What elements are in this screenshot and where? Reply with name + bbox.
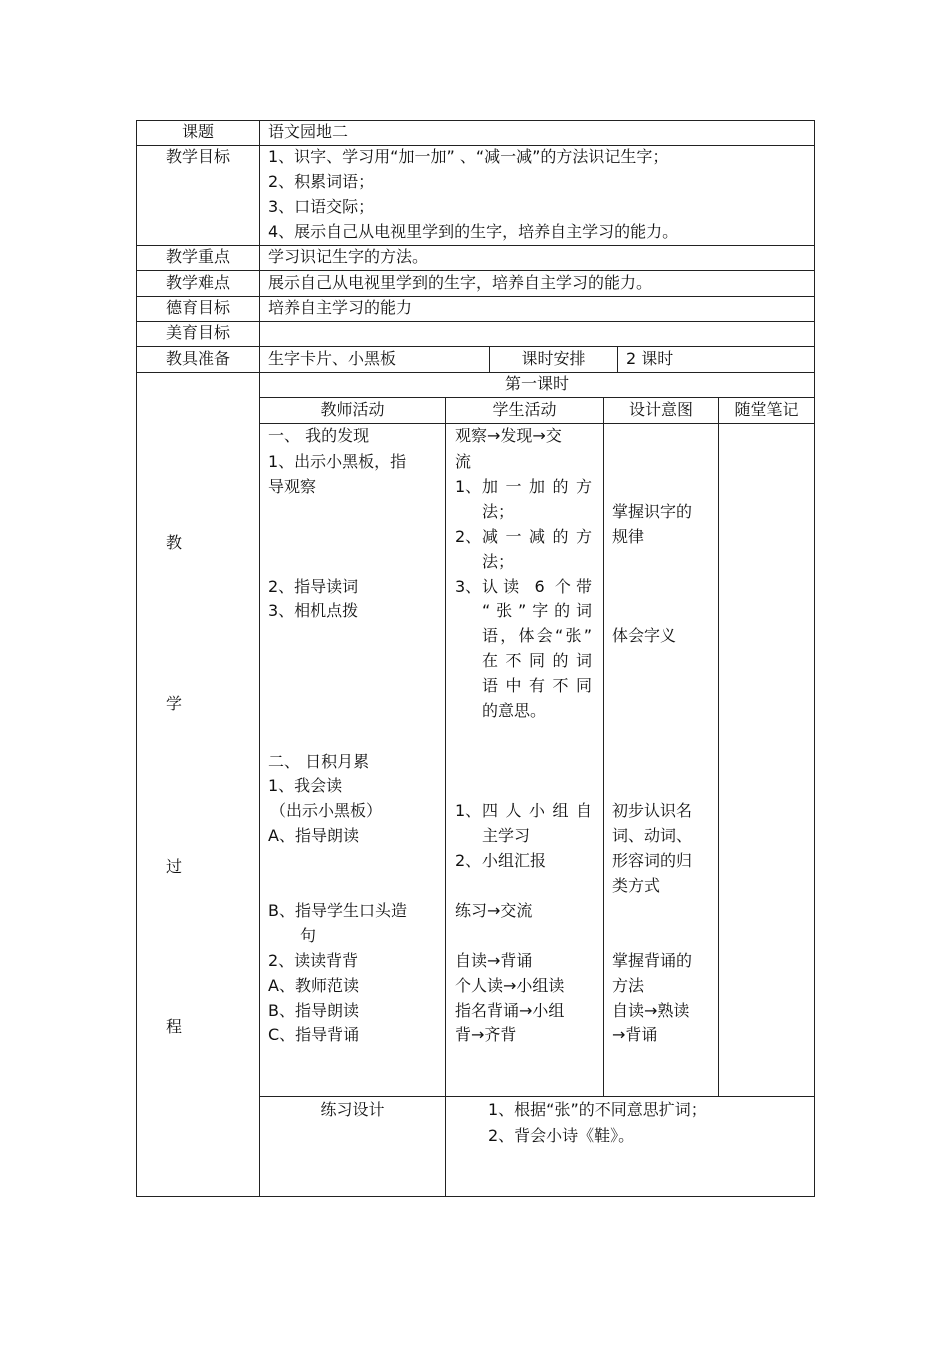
- moral-label: 德育目标: [165, 298, 230, 317]
- student-line: “张”字的词: [482, 601, 592, 620]
- student-line: 减一减的方: [482, 527, 592, 546]
- student-line: 认读 6 个带: [482, 577, 592, 596]
- teacher-line: 1、出示小黑板，指: [268, 452, 407, 471]
- teacher-line: A、指导朗读: [268, 826, 359, 845]
- goal-line: 1、识字、学习用“加一加” 、“减一减”的方法识记生字；: [268, 147, 669, 166]
- process-side-char: 教: [165, 533, 182, 552]
- student-line: 练习→交流: [455, 901, 533, 920]
- column-header-teacher: 教师活动: [320, 400, 385, 419]
- goal-line: 3、口语交际；: [268, 197, 375, 216]
- intent-line: 方法: [612, 976, 645, 995]
- tools-value: 生字卡片、小黑板: [268, 349, 397, 368]
- intent-line: 掌握识字的: [612, 502, 693, 521]
- student-line: 观察→发现→交: [455, 426, 562, 445]
- rule: [259, 120, 260, 1197]
- intent-line: 形容词的归: [612, 851, 693, 870]
- teacher-line: 1、我会读: [268, 776, 343, 795]
- teacher-line: 导观察: [268, 477, 317, 496]
- process-side-char: 学: [165, 694, 182, 713]
- student-line: 在不同的词: [482, 651, 592, 670]
- intent-line: 词、动词、: [612, 826, 693, 845]
- teacher-line: 句: [300, 926, 317, 945]
- rule: [603, 397, 604, 1097]
- topic-value: 语文园地二: [268, 122, 349, 141]
- student-line: 流: [455, 452, 472, 471]
- student-line: 主学习: [482, 826, 531, 845]
- intent-line: 类方式: [612, 876, 661, 895]
- student-line: 语，体会“张”: [482, 626, 592, 645]
- column-header-student: 学生活动: [492, 400, 557, 419]
- moral-value: 培养自主学习的能力: [268, 298, 413, 317]
- student-line: 四人小组自: [482, 801, 592, 820]
- student-line: 背→齐背: [455, 1025, 517, 1044]
- exercise-item: 2、背会小诗《鞋》。: [488, 1126, 635, 1145]
- schedule-value: 2 课时: [626, 349, 674, 368]
- teacher-line: B、指导朗读: [268, 1001, 359, 1020]
- rule: [259, 1096, 815, 1097]
- student-line: 1、: [455, 477, 482, 496]
- teacher-line: 3、相机点拨: [268, 601, 359, 620]
- student-line: 的意思。: [482, 701, 547, 720]
- aesthetic-label: 美育目标: [165, 323, 230, 342]
- teacher-line: 一、 我的发现: [268, 426, 370, 445]
- intent-line: 规律: [612, 527, 645, 546]
- student-line: 个人读→小组读: [455, 976, 565, 995]
- teacher-line: C、指导背诵: [268, 1025, 360, 1044]
- goal-line: 4、展示自己从电视里学到的生字，培养自主学习的能力。: [268, 222, 679, 241]
- tools-label: 教具准备: [165, 349, 230, 368]
- student-line: 自读→背诵: [455, 951, 533, 970]
- process-side-char: 过: [165, 857, 182, 876]
- schedule-label: 课时安排: [521, 349, 586, 368]
- intent-line: 体会字义: [612, 626, 677, 645]
- rule: [445, 397, 446, 1197]
- student-line: 指名背诵→小组: [455, 1001, 565, 1020]
- intent-line: 掌握背诵的: [612, 951, 693, 970]
- lesson-title: 第一课时: [504, 374, 569, 393]
- rule: [814, 120, 815, 1197]
- key-value: 学习识记生字的方法。: [268, 247, 429, 266]
- column-header-intent: 设计意图: [628, 400, 693, 419]
- exercise-item: 1、根据“张”的不同意思扩词；: [488, 1100, 707, 1119]
- intent-line: 初步认识名: [612, 801, 693, 820]
- rule: [718, 397, 719, 1097]
- student-line: 2、: [455, 527, 482, 546]
- student-line: 加一加的方: [482, 477, 592, 496]
- teacher-line: （出示小黑板）: [270, 801, 383, 820]
- teacher-line: 2、指导读词: [268, 577, 359, 596]
- goal-line: 2、积累词语；: [268, 172, 375, 191]
- student-line: 法；: [482, 502, 515, 521]
- student-line: 语中有不同: [482, 676, 592, 695]
- student-line: 2、: [455, 851, 482, 870]
- intent-line: →背诵: [612, 1025, 658, 1044]
- teacher-line: 二、 日积月累: [268, 752, 370, 771]
- exercise-label: 练习设计: [320, 1100, 385, 1119]
- key-label: 教学重点: [165, 247, 230, 266]
- rule: [136, 1196, 815, 1197]
- teacher-line: B、指导学生口头造: [268, 901, 407, 920]
- process-side-char: 程: [165, 1017, 182, 1036]
- rule: [617, 346, 618, 372]
- difficulty-label: 教学难点: [165, 273, 230, 292]
- goals-label: 教学目标: [165, 147, 230, 166]
- difficulty-value: 展示自己从电视里学到的生字，培养自主学习的能力。: [268, 273, 653, 292]
- column-header-notes: 随堂笔记: [734, 400, 799, 419]
- student-line: 法；: [482, 552, 515, 571]
- teacher-line: A、教师范读: [268, 976, 359, 995]
- student-line: 1、: [455, 801, 482, 820]
- student-line: 3、: [455, 577, 482, 596]
- teacher-line: 2、读读背背: [268, 951, 359, 970]
- student-line: 小组汇报: [482, 851, 547, 870]
- intent-line: 自读→熟读: [612, 1001, 690, 1020]
- topic-label: 课题: [181, 122, 214, 141]
